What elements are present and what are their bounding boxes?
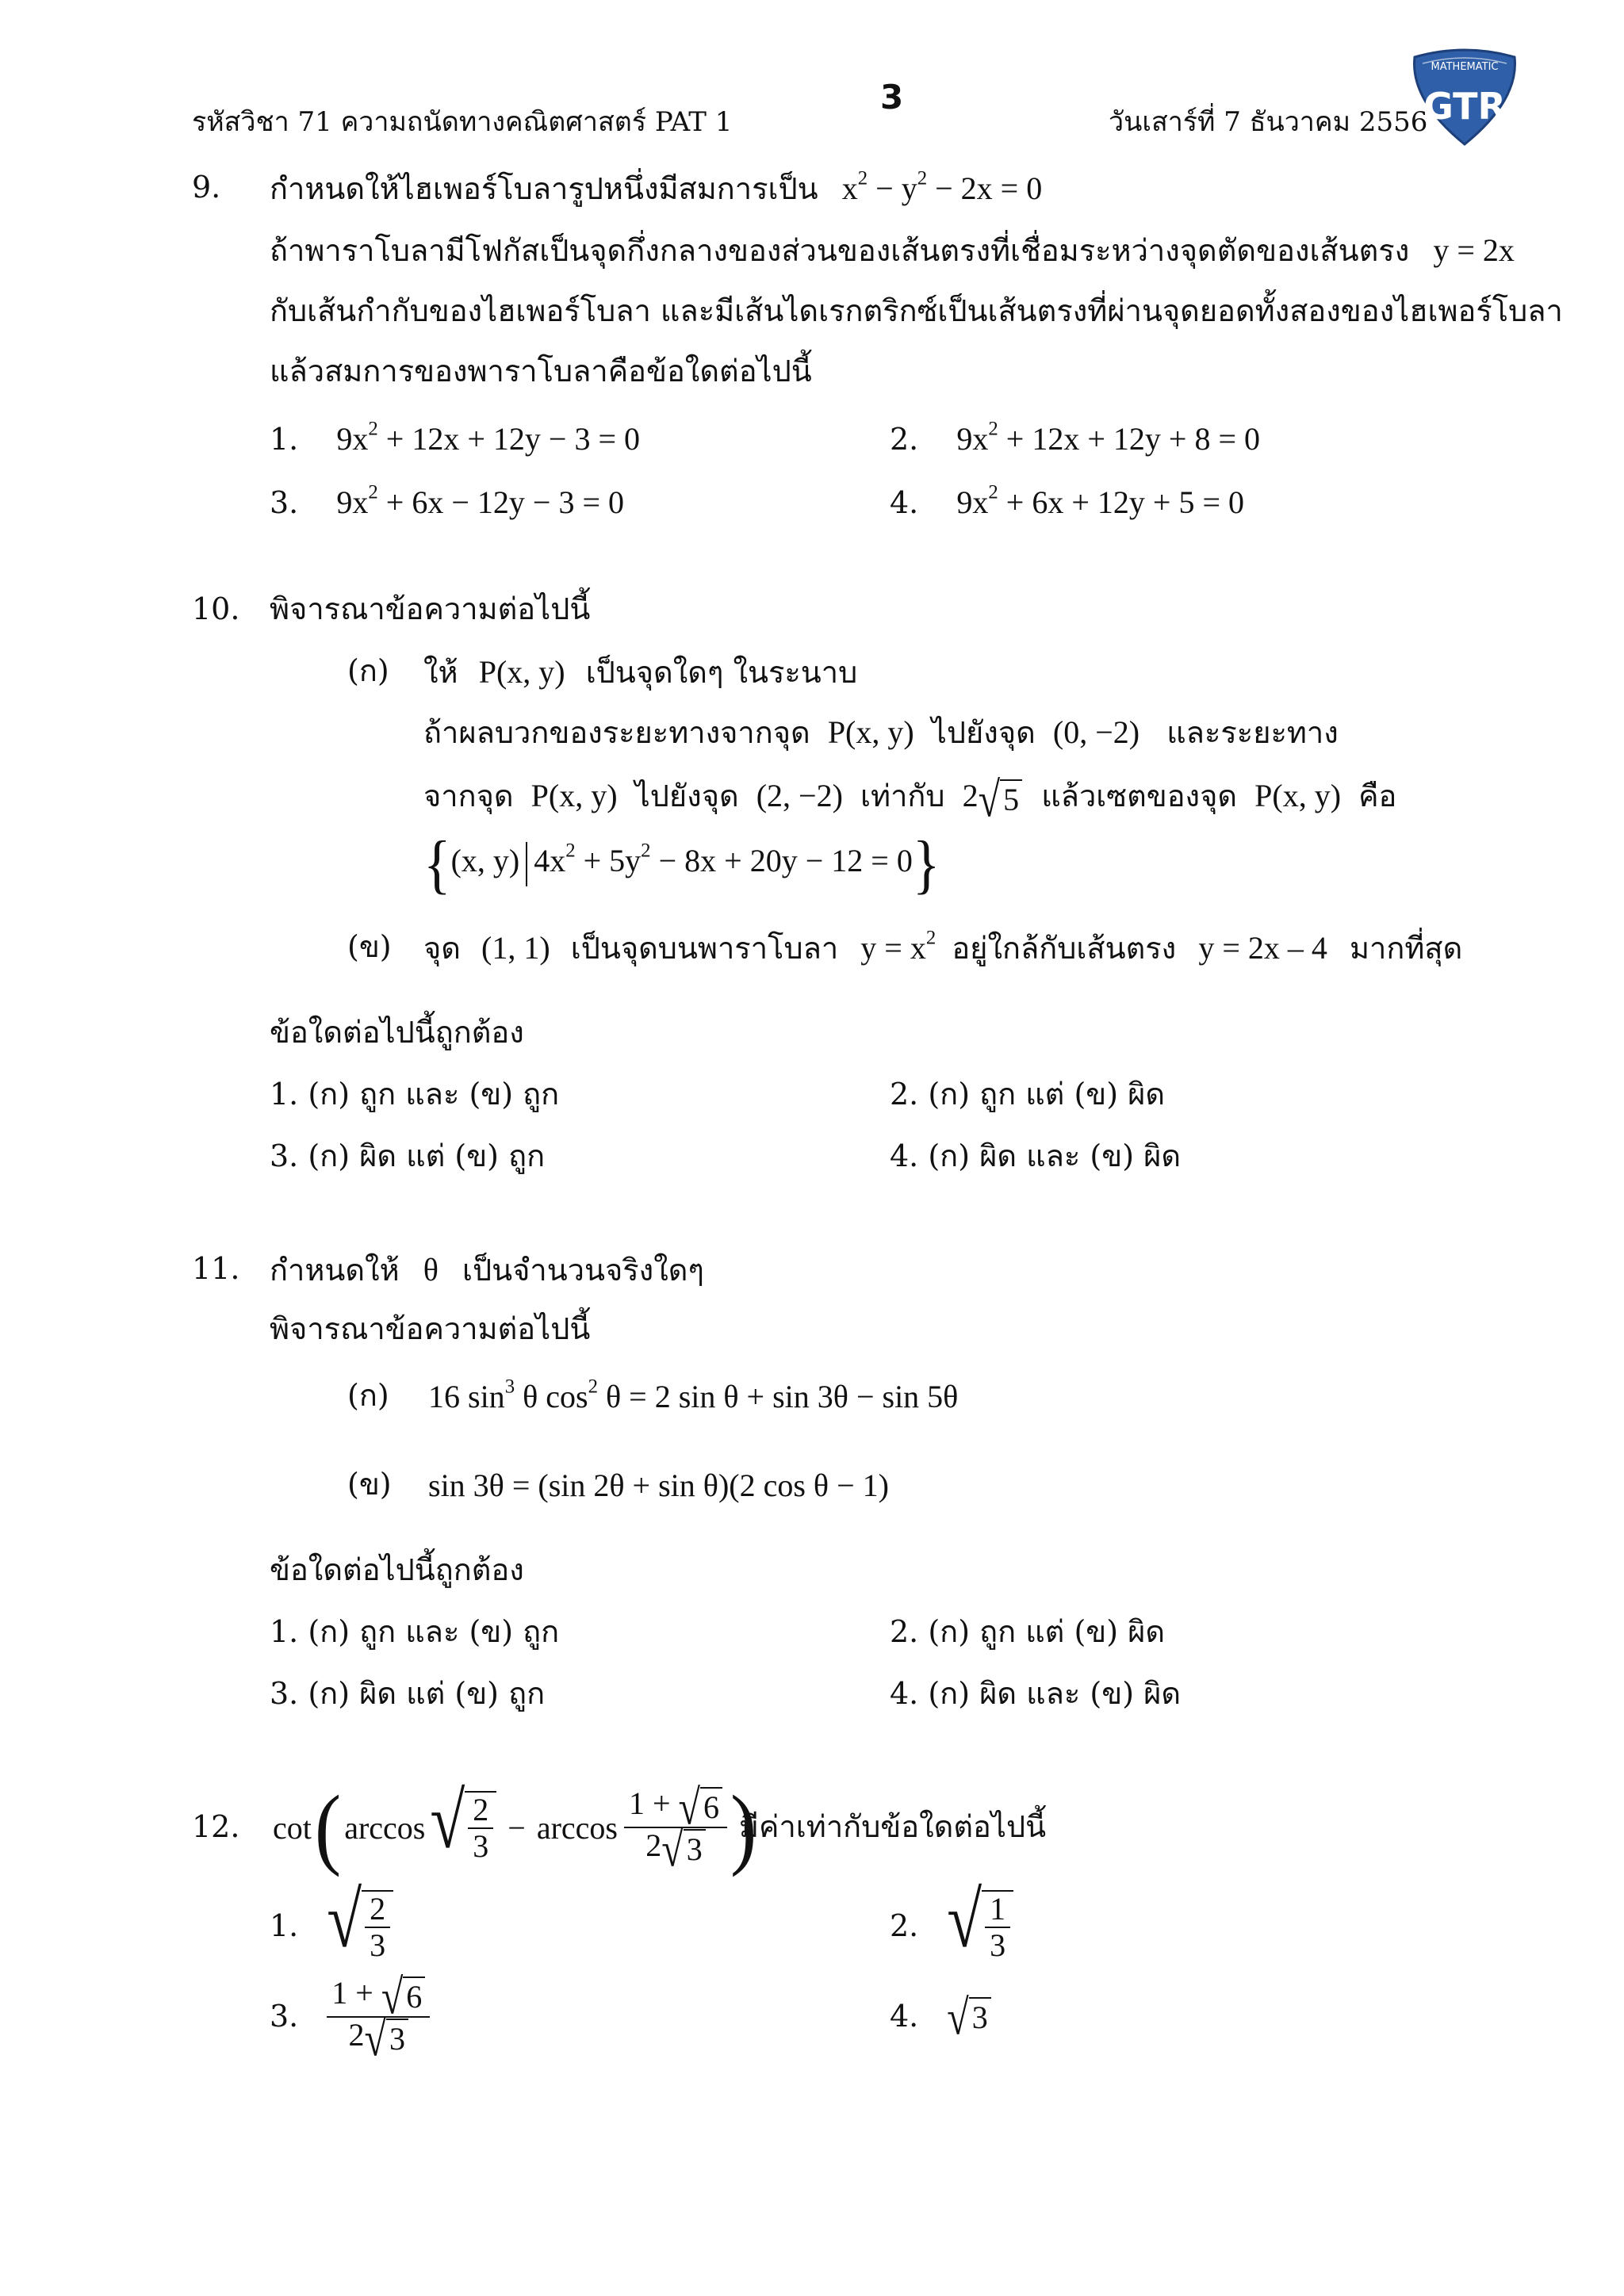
option-label: 2.	[890, 1614, 919, 1649]
option-label: 4.	[890, 1138, 919, 1173]
option-text: (ก) ผิด แต่ (ข) ถูก	[308, 1138, 546, 1173]
q9-line4: แล้วสมการของพาราโบลาคือข้อใดต่อไปนี้	[270, 354, 812, 388]
point: (0, −2)	[1052, 714, 1140, 750]
q9-line1-text: กำหนดให้ไฮเพอร์โบลารูปหนึ่งมีสมการเป็น	[270, 171, 818, 206]
text: ไปยังจุด	[931, 715, 1036, 750]
text: แล้วเซตของจุด	[1041, 779, 1238, 813]
sqrt: √ 5	[979, 779, 1022, 819]
option-math: $9x^2 + 12x + 12y + 8 = 0$	[956, 418, 1260, 457]
q10-prompt: ข้อใดต่อไปนี้ถูกต้อง	[270, 1015, 524, 1050]
q11-prompt: ข้อใดต่อไปนี้ถูกต้อง	[270, 1552, 524, 1587]
text: ให้	[423, 655, 458, 690]
header-date: วันเสาร์ที่ 7 ธันวาคม 2556	[1109, 106, 1428, 138]
q9-line-eq: y = 2x	[1433, 232, 1515, 268]
option-label: 4.	[890, 1999, 919, 2034]
option-tail: + 12x + 12y − 3 = 0	[385, 421, 640, 457]
option-label: 1.	[270, 422, 299, 457]
logo-letters: GTR	[1423, 85, 1506, 128]
option-text: (ก) ถูก แต่ (ข) ผิด	[928, 1077, 1166, 1112]
parabola-eq: $y = x^2$	[860, 927, 936, 966]
num-rad: 6	[700, 1787, 722, 1827]
point: P(x, y)	[1254, 778, 1342, 813]
q12-option-2[interactable]	[890, 1879, 1013, 1974]
point: P(x, y)	[478, 654, 565, 690]
theta-symbol: θ	[423, 1252, 439, 1288]
num-pre: 1 +	[628, 1785, 671, 1822]
q10-number: 10.	[192, 591, 240, 626]
q10-a-line3	[423, 771, 1397, 827]
option-tail: + 6x − 12y − 3 = 0	[385, 484, 624, 520]
q10-a-label: (ก)	[347, 653, 389, 688]
q11-line1	[270, 1251, 704, 1289]
text: เป็นจุดบนพาราโบลา	[570, 931, 839, 966]
text: ไปยังจุด	[634, 779, 739, 813]
option-label: 3.	[270, 1676, 299, 1711]
q11-option-2[interactable]	[890, 1614, 1165, 1651]
num: 1	[985, 1892, 1010, 1928]
set-lhs: (x, y)	[450, 843, 520, 879]
option-label: 3.	[270, 485, 299, 520]
q11-a-eq: 16 $\sin^3 \theta$ $\cos^2 \theta = 2$ sin θ + sin 3θ − sin 5θ	[428, 1376, 959, 1414]
num: 2	[365, 1892, 390, 1928]
option-math: 1 + √ 6 2 √ 3	[327, 1976, 430, 2058]
q10-option-4[interactable]	[890, 1138, 1181, 1175]
text: เป็นจำนวนจริงใดๆ	[462, 1253, 704, 1288]
q10-a-line1	[423, 653, 857, 691]
q11-number: 11.	[192, 1251, 240, 1286]
q9-option-1[interactable]	[270, 420, 640, 458]
set-rhs-tail: − 8x + 20y − 12 = 0	[658, 843, 913, 879]
text: เท่ากับ	[860, 779, 945, 813]
option-label: 3.	[270, 1138, 299, 1173]
option-text: (ก) ผิด และ (ข) ผิด	[928, 1676, 1182, 1711]
option-math: $9x^2 + 6x - 12y - 3 = 0$	[336, 481, 624, 520]
text: เป็นจุดใดๆ ในระนาบ	[585, 655, 858, 690]
gtr-logo	[1408, 46, 1521, 147]
den-coef: 2	[645, 1827, 662, 1863]
point: (2, −2)	[756, 778, 843, 813]
option-label: 2.	[890, 422, 919, 457]
q9-number: 9.	[192, 170, 221, 205]
q10-a-line2	[423, 714, 1339, 752]
option-text: (ก) ถูก แต่ (ข) ผิด	[928, 1614, 1166, 1649]
q10-option-2[interactable]	[890, 1077, 1165, 1113]
text: มากที่สุด	[1349, 931, 1463, 966]
den-coef: 2	[348, 2017, 365, 2053]
minus: −	[508, 1809, 526, 1846]
q9-hyperbola-eq: $x^2 - y^2 - 2x = 0$	[841, 167, 1043, 206]
option-tail: + 6x + 12y + 5 = 0	[1005, 484, 1244, 520]
den-rad: 3	[386, 2019, 408, 2058]
option-label: 1.	[270, 1077, 299, 1112]
num-rad: 6	[403, 1976, 425, 2016]
sum-value	[962, 771, 1022, 827]
q11-option-4[interactable]	[890, 1676, 1181, 1712]
q12-option-1[interactable]	[270, 1879, 393, 1974]
q12-option-3[interactable]	[270, 1969, 430, 2064]
option-label: 2.	[890, 1077, 919, 1112]
q10-title: พิจารณาข้อความต่อไปนี้	[270, 591, 591, 626]
q10-b-label: (ข)	[347, 929, 392, 964]
den: 3	[473, 1828, 489, 1864]
option-text: (ก) ถูก และ (ข) ถูก	[308, 1077, 560, 1112]
point: P(x, y)	[530, 778, 618, 813]
q10-b-line	[423, 929, 1462, 967]
text: จุด	[423, 931, 461, 966]
option-label: 1.	[270, 1908, 299, 1944]
radicand: 3	[969, 1997, 991, 2037]
den-rad: 3	[684, 1829, 706, 1869]
text: จากจุด	[423, 779, 514, 813]
arccos-2: arccos	[536, 1809, 618, 1846]
option-tail: + 12x + 12y + 8 = 0	[1005, 421, 1260, 457]
text: อยู่ใกล้กับเส้นตรง	[952, 931, 1177, 966]
q12-number: 12.	[192, 1809, 240, 1844]
set-notation: {(x, y) $4x^2 + 5y^2 - 8x + 20y - 12 = 0$}	[423, 828, 940, 901]
option-label: 4.	[890, 1676, 919, 1711]
q10-a-set	[423, 828, 940, 901]
text: กำหนดให้	[270, 1253, 400, 1288]
num: 2	[468, 1793, 493, 1829]
point: P(x, y)	[827, 714, 914, 750]
den: 3	[370, 1927, 386, 1963]
logo-caption: MATHEMATIC	[1431, 61, 1499, 73]
sqrt-frac-1: √ $\frac{2}{3}$	[430, 1791, 496, 1864]
text: และระยะทาง	[1166, 715, 1339, 750]
coef: 2	[962, 778, 979, 813]
q12-suffix: มีค่าเท่ากับข้อใดต่อไปนี้	[739, 1809, 1047, 1844]
cot: cot	[273, 1809, 312, 1846]
option-label: 2.	[890, 1908, 919, 1944]
page-number: 3	[880, 78, 904, 117]
q11-title: พิจารณาข้อความต่อไปนี้	[270, 1311, 591, 1346]
option-math: $9x^2 + 12x + 12y - 3 = 0$	[336, 418, 640, 457]
den: 3	[990, 1927, 1006, 1963]
q12-option-4[interactable]	[890, 1969, 991, 2064]
line-eq: y = 2x – 4	[1198, 930, 1327, 966]
option-math: √ $\frac{1}{3}$	[947, 1890, 1013, 1963]
text: คือ	[1358, 779, 1397, 813]
q9-option-4[interactable]	[890, 481, 1244, 522]
text: ถ้าผลบวกของระยะทางจากจุด	[423, 715, 810, 750]
q9-line2-text: ถ้าพาราโบลามีโฟกัสเป็นจุดกึ่งกลางของส่วนของเส้นตรงที่เชื่อมระหว่างจุดตัดของเส้นตรง	[270, 233, 1410, 268]
option-text: (ก) ถูก และ (ข) ถูก	[308, 1614, 560, 1649]
q9-line1	[270, 167, 1043, 208]
option-text: (ก) ผิด และ (ข) ผิด	[928, 1138, 1182, 1173]
arccos-1: arccos	[344, 1809, 426, 1846]
q12-expression: cot ( arccos √ $\frac{2}{3}$ − arccos 1 + √ 6 2 √ 3 )	[273, 1776, 757, 1878]
option-math: $9x^2 + 6x + 12y + 5 = 0$	[956, 481, 1244, 520]
option-text: (ก) ผิด แต่ (ข) ถูก	[308, 1676, 546, 1711]
option-label: 3.	[270, 1999, 299, 2034]
q11-option-3[interactable]	[270, 1676, 545, 1712]
num-pre: 1 +	[331, 1975, 373, 2011]
q11-a-label: (ก)	[347, 1378, 389, 1413]
gtr-logo-icon	[1408, 46, 1521, 147]
header-subject: รหัสวิชา 71 ความถนัดทางคณิตศาสตร์ PAT 1	[192, 106, 733, 138]
q9-option-3[interactable]	[270, 481, 624, 522]
radicand: 5	[1000, 779, 1022, 819]
q9-line2	[270, 232, 1515, 270]
q9-option-2[interactable]	[890, 420, 1260, 458]
q9-line3: กับเส้นกำกับของไฮเพอร์โบลา และมีเส้นไดเรกตริกซ์เป็นเส้นตรงที่ผ่านจุดยอดทั้งสองของไฮเพอร์โบลา	[270, 293, 1563, 328]
q11-b-eq: sin 3θ = (sin 2θ + sin θ)(2 cos θ − 1)	[428, 1468, 889, 1503]
option-math: √ $\frac{2}{3}$	[327, 1890, 393, 1963]
option-label: 4.	[890, 485, 919, 520]
frac-2: 1 + √ 6 2 √ 3	[624, 1786, 727, 1869]
q11-option-1[interactable]	[270, 1614, 559, 1651]
q11-b-label: (ข)	[347, 1467, 392, 1502]
q10-option-3[interactable]	[270, 1138, 545, 1175]
option-math: √ 3	[947, 1997, 990, 2037]
point: (1, 1)	[481, 930, 550, 966]
option-label: 1.	[270, 1614, 299, 1649]
q10-option-1[interactable]	[270, 1077, 559, 1113]
